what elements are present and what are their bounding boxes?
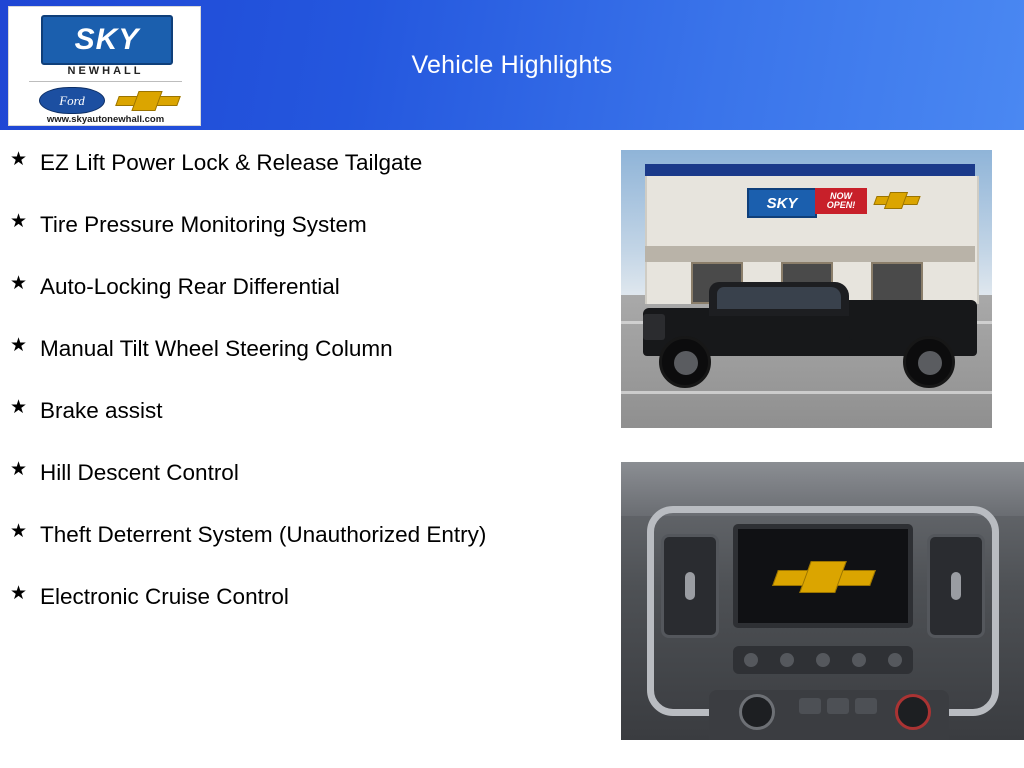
logo-sky-badge [41,15,173,65]
volume-icon [744,653,758,667]
list-item-label: Theft Deterrent System (Unauthorized Entry) [40,522,487,547]
dealer-logo [8,6,201,126]
media-control-bar [733,646,913,674]
infotainment-screen [733,524,913,628]
air-vent-left [661,534,719,638]
star-icon: ★ [10,583,28,604]
power-button-icon [816,653,830,667]
logo-divider [29,81,182,82]
star-icon: ★ [10,521,28,542]
logo-location-text: NEWHALL [67,65,144,77]
page-title: Vehicle Highlights [411,50,613,79]
list-item-label: Manual Tilt Wheel Steering Column [40,336,393,361]
list-item [10,332,590,366]
list-item-label: Tire Pressure Monitoring System [40,212,367,237]
climate-button [799,698,821,714]
star-icon: ★ [10,459,28,480]
phone-icon [888,653,902,667]
chevrolet-bowtie-icon [875,192,917,208]
list-item-label: Auto-Locking Rear Differential [40,274,340,299]
ford-label: Ford [59,93,85,108]
chevrolet-bowtie-icon [117,91,177,109]
star-icon: ★ [10,273,28,294]
list-item-label: Hill Descent Control [40,460,239,485]
dashboard-photo [621,462,1024,740]
building-band [645,246,975,262]
star-icon: ★ [10,149,28,170]
building-roofline [645,164,975,176]
pickup-truck [635,280,983,390]
list-item [10,518,590,552]
climate-knob-left [739,694,775,730]
highlights-list [10,146,590,642]
ford-oval-icon [39,87,105,114]
list-item [10,580,590,614]
list-item [10,270,590,304]
chevrolet-bowtie-icon [775,561,871,591]
list-item-label: EZ Lift Power Lock & Release Tailgate [40,150,423,175]
next-track-icon [852,653,866,667]
list-item [10,146,590,180]
climate-button [855,698,877,714]
star-icon: ★ [10,397,28,418]
climate-knob-right [895,694,931,730]
star-icon: ★ [10,211,28,232]
logo-brand-text: SKY [74,23,140,56]
list-item-label: Brake assist [40,398,163,423]
list-item [10,394,590,428]
list-item-label: Electronic Cruise Control [40,584,289,609]
dealership-sign-brand: SKY [747,188,817,218]
list-item [10,456,590,490]
climate-button [827,698,849,714]
previous-track-icon [780,653,794,667]
star-icon: ★ [10,335,28,356]
dealership-photo [621,150,992,428]
air-vent-right [927,534,985,638]
logo-website-text: www.skyautonewhall.com [46,114,165,125]
list-item [10,208,590,242]
dealership-sign-promo: NOW OPEN! [815,188,867,214]
